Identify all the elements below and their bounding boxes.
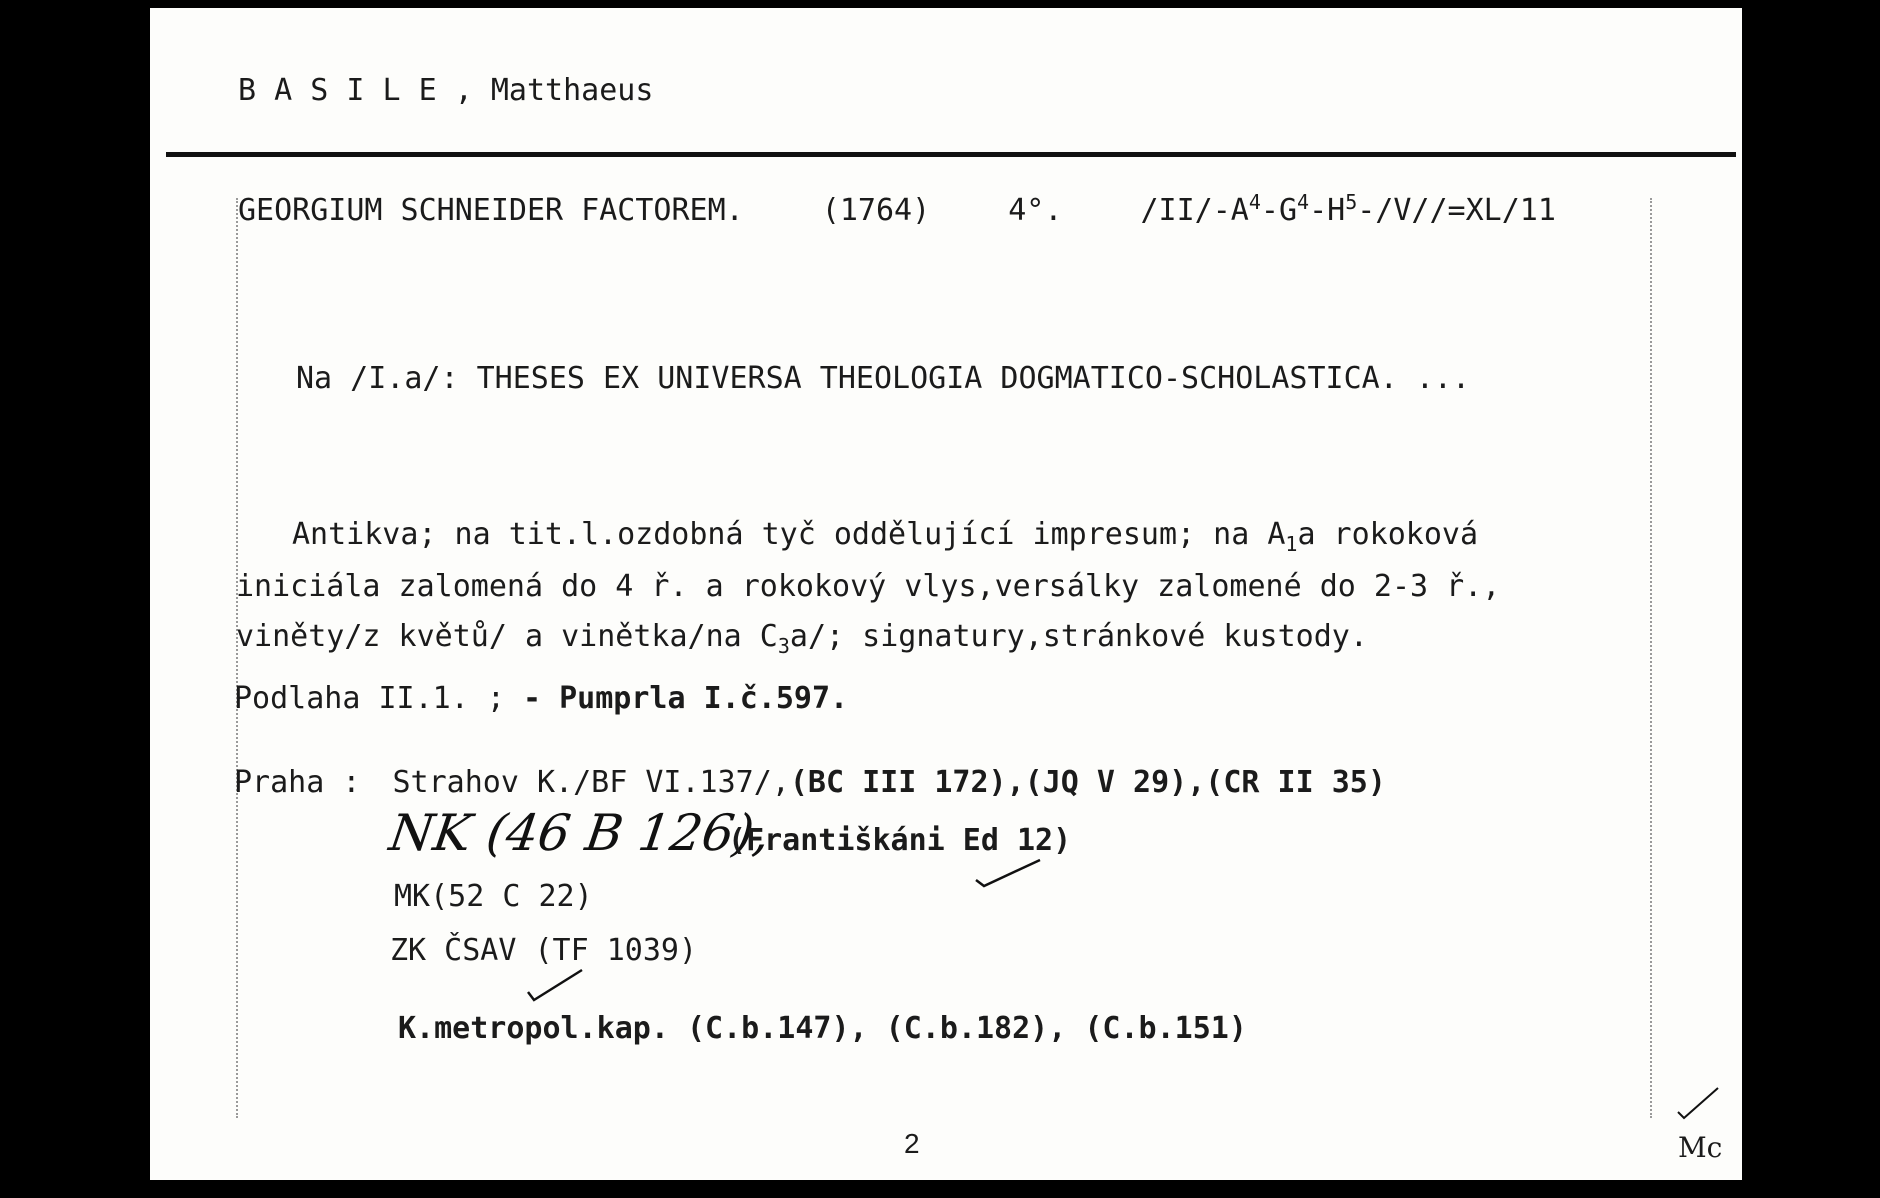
holdings-line-5: K.metropol.kap. (C.b.147), (C.b.182), (C.b.151)	[398, 1011, 1247, 1046]
imprint-printer: GEORGIUM SCHNEIDER FACTOREM.	[238, 193, 744, 228]
references-line	[234, 681, 849, 716]
description-line-3: viněty/z květů/ a vinětka/na $C_3a/$; signatury,stránkové kustody.	[236, 619, 1368, 658]
holdings-line-1: Praha : Strahov K./BF VI.137/,(BC III 172),(JQ V 29),(CR II 35)	[234, 765, 1386, 800]
reference-pumprla: - Pumprla I.č.597.	[523, 681, 849, 716]
holdings-line-2: (Františkáni Ed 12)	[728, 823, 1072, 858]
page-number: 2	[904, 1128, 920, 1159]
holdings-line-4: ZK ČSAV (TF 1039)	[390, 933, 698, 968]
imprint-format: 4°.	[1008, 193, 1063, 228]
description-line-2: iniciála zalomená do 4 ř. a rokokový vlys,versálky zalomené do 2-3 ř.,	[236, 569, 1501, 604]
catalog-card	[150, 8, 1742, 1180]
left-margin-line	[236, 198, 238, 1118]
right-margin-line	[1650, 198, 1652, 1118]
cataloger-initials: Mc	[1678, 1131, 1723, 1164]
holdings-label: Praha :	[234, 765, 361, 800]
title-note: Na /I.a/: THESES EX UNIVERSA THEOLOGIA DOGMATICO-SCHOLASTICA. ...	[296, 361, 1470, 396]
reference-podlaha: Podlaha II.1. ;	[234, 681, 505, 716]
header-rule	[166, 152, 1736, 157]
check-mark-icon	[1676, 1084, 1722, 1120]
check-mark-icon	[974, 854, 1044, 888]
imprint-line	[238, 192, 1556, 226]
handwritten-holding: NK (46 B 126),	[385, 804, 774, 862]
imprint-year: (1764)	[821, 193, 931, 228]
description-line-1: Antikva; na tit.l.ozdobná tyč oddělující impresum; na $A_1a$ rokoková	[292, 517, 1479, 556]
author-separator: ,	[454, 73, 473, 108]
author-given-name: Matthaeus	[490, 73, 654, 108]
holdings-line-3: MK(52 C 22)	[394, 879, 593, 914]
imprint-collation: $/II/-A^4-G^4-H^5-/V//=XL/11$	[1140, 190, 1556, 228]
author-heading	[238, 73, 654, 108]
author-surname: B A S I L E	[238, 73, 437, 108]
check-mark-icon	[526, 964, 586, 1004]
